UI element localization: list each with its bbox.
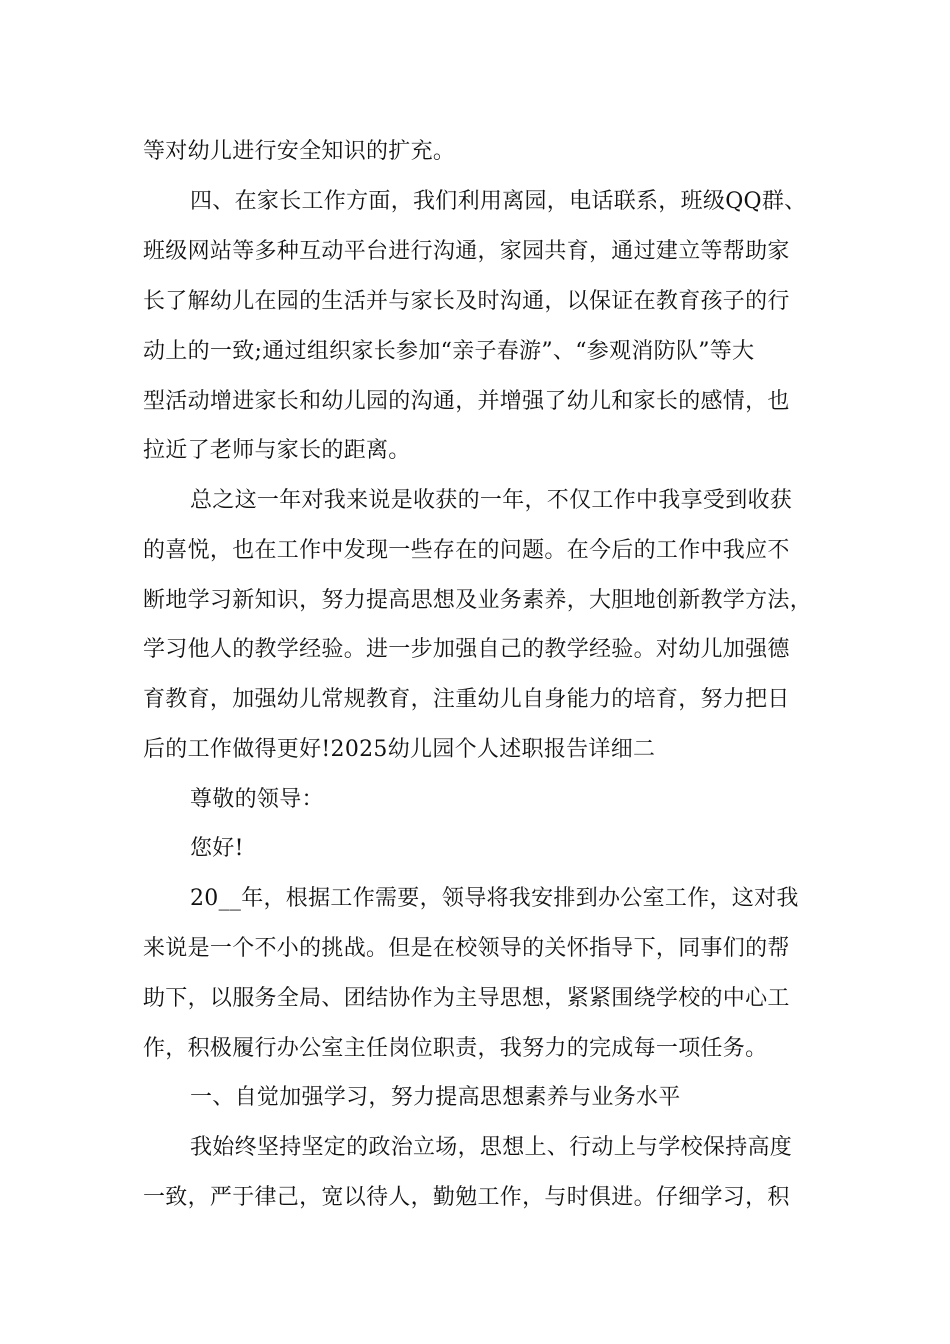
text-line-12: 育教育，加强幼儿常规教育，注重幼儿自身能力的培育，努力把日 — [143, 687, 790, 712]
text-line-5: 动上的一致;通过组织家长参加“亲子春游”、“参观消防队”等大 — [143, 339, 755, 364]
text-line-6: 型活动增进家长和幼儿园的沟通，并增强了幼儿和家长的感情，也 — [143, 389, 790, 414]
text-line-9: 的喜悦，也在工作中发现一些存在的问题。在今后的工作中我应不 — [143, 538, 790, 563]
text-line-22: 一致，严于律己，宽以待人，勤勉工作，与时俱进。仔细学习，积 — [143, 1185, 790, 1210]
text-line-3: 班级网站等多种互动平台进行沟通，家园共育，通过建立等帮助家 — [143, 239, 790, 264]
text-line-4: 长了解幼儿在园的生活并与家长及时沟通，以保证在教育孩子的行 — [143, 289, 790, 314]
text-line-8: 总之这一年对我来说是收获的一年，不仅工作中我享受到收获 — [190, 488, 793, 513]
text-line-18: 助下，以服务全局、团结协作为主导思想，紧紧围绕学校的中心工 — [143, 986, 790, 1011]
text-line-13: 后的工作做得更好!2025幼儿园个人述职报告详细二 — [143, 737, 656, 762]
section-heading: 一、自觉加强学习，努力提高思想素养与业务水平 — [190, 1085, 681, 1110]
text-line-21: 我始终坚持坚定的政治立场，思想上、行动上与学校保持高度 — [190, 1135, 793, 1160]
text-line-17: 来说是一个不小的挑战。但是在校领导的关怀指导下，同事们的帮 — [143, 936, 790, 961]
text-line-16: 20__年，根据工作需要，领导将我安排到办公室工作，这对我 — [190, 886, 799, 911]
text-line-19: 作，积极履行办公室主任岗位职责，我努力的完成每一项任务。 — [143, 1036, 768, 1061]
salutation-line: 尊敬的领导： — [190, 787, 324, 812]
text-line-11: 学习他人的教学经验。进一步加强自己的教学经验。对幼儿加强德 — [143, 637, 790, 662]
text-line-10: 断地学习新知识，努力提高思想及业务素养，大胆地创新教学方法， — [143, 588, 813, 613]
text-line-2: 四、在家长工作方面，我们利用离园，电话联系，班级QQ群、 — [190, 189, 807, 214]
text-line-1: 等对幼儿进行安全知识的扩充。 — [143, 139, 456, 164]
greeting-line: 您好! — [190, 836, 244, 861]
text-line-7: 拉近了老师与家长的距离。 — [143, 438, 411, 463]
